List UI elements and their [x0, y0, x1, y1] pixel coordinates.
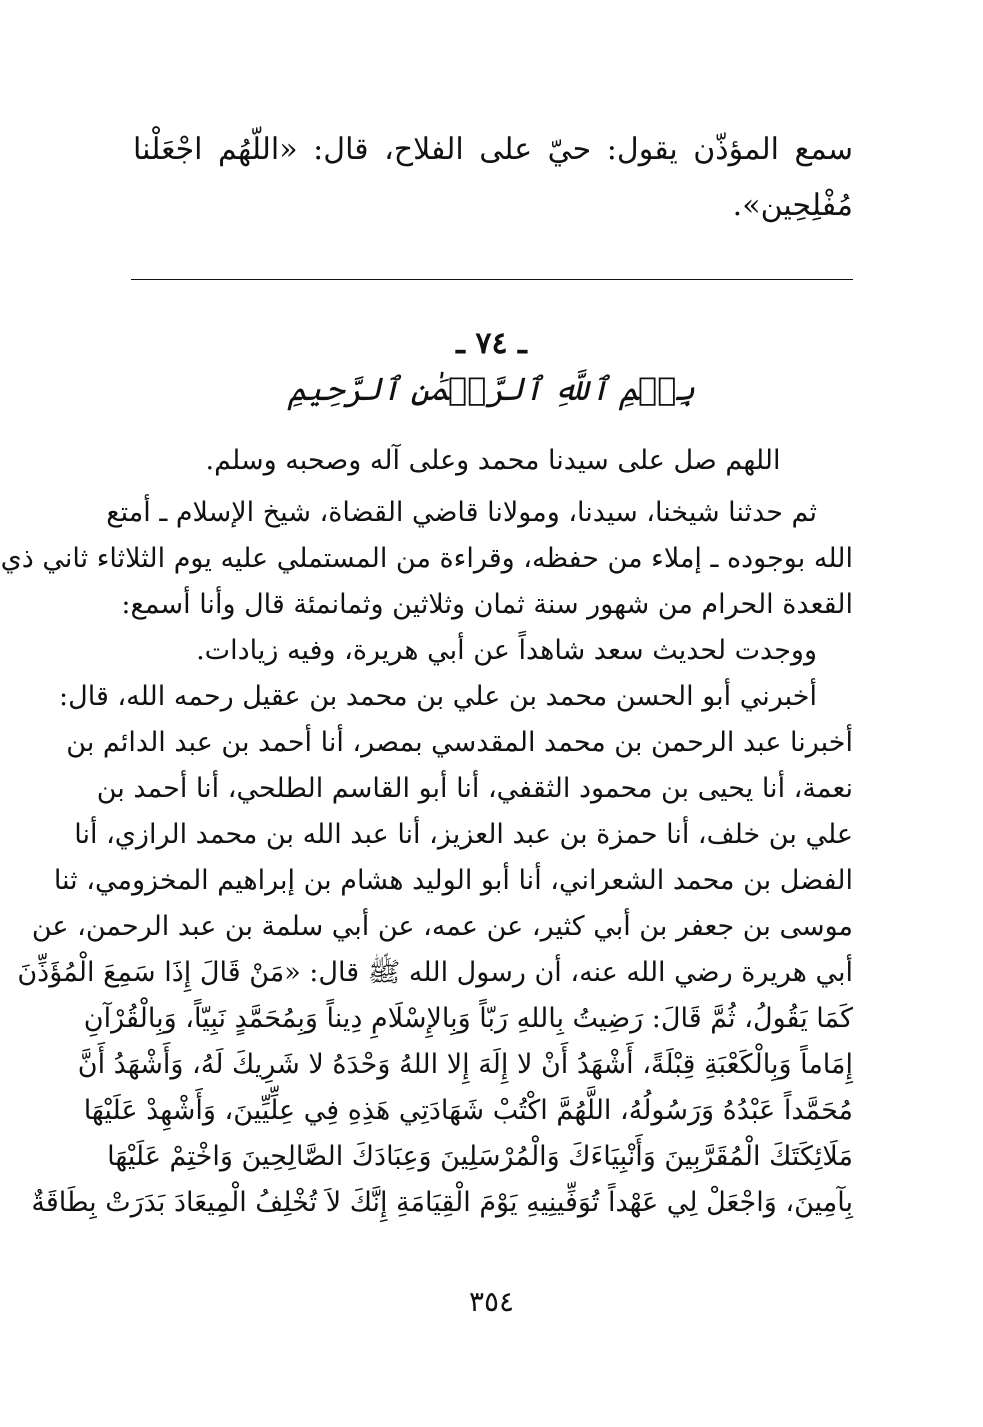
text-line: أخبرني أبو الحسن محمد بن علي بن محمد بن عقيل رحمه الله، قال: — [59, 681, 817, 712]
text-line: موسى بن جعفر بن أبي كثير، عن عمه، عن أبي سلمة بن عبد الرحمن، عن — [31, 911, 853, 942]
text-line: مُحَمَّداً عَبْدُهُ وَرَسُولُهُ، اللَّهُمَّ اكْتُبْ شَهَادَتِي هَذِهِ فِي عِلِّيِّينَ، وَأَشْهِدْ عَلَيْهَا — [83, 1095, 853, 1126]
hadith-body — [0, 438, 853, 1226]
text-line: نعمة، أنا يحيى بن محمود الثقفي، أنا أبو القاسم الطلحي، أنا أحمد بن — [96, 773, 853, 804]
hadith-number: ـ ٧٤ ـ — [456, 326, 527, 361]
text-line: مَلَائِكَتَكَ الْمُقَرَّبِينَ وَأَنْبِيَاءَكَ وَالْمُرْسَلِينَ وَعِبَادَكَ الصَّالِحِينَ وَاخْتِمْ عَلَيْهَا — [107, 1141, 853, 1172]
text-line: ووجدت لحديث سعد شاهداً عن أبي هريرة، وفيه زيادات. — [196, 635, 817, 666]
text-line: سمع المؤذّن يقول: حيّ على الفلاح، قال: «اللّهُم اجْعَلْنا — [133, 132, 853, 167]
text-line: أبي هريرة رضي الله عنه، أن رسول الله ﷺ قال: «مَنْ قَالَ إِذَا سَمِعَ الْمُؤَذِّنَ — [17, 957, 853, 988]
text-line: علي بن خلف، أنا حمزة بن عبد العزيز، أنا عبد الله بن محمد الرازي، أنا — [74, 819, 853, 850]
text-line: إِمَاماً وَبِالْكَعْبَةِ قِبْلَةً، أَشْهَدُ أَنْ لا إِلَهَ إِلا اللهُ وَحْدَهُ لا شَرِيكَ لَهُ، وَأَشْهَدُ أَنَّ — [77, 1049, 853, 1080]
text-line: كَمَا يَقُولُ، ثُمَّ قَالَ: رَضِيتُ بِاللهِ رَبّاً وَبِالإِسْلَامِ دِيناً وَبِمُحَمَّدٍ نَبِيّاً، وَبِالْقُرْآنِ — [83, 1003, 853, 1034]
section-divider — [131, 279, 853, 280]
text-line: الله بوجوده ـ إملاء من حفظه، وقراءة من المستملي عليه يوم الثلاثاء ثاني ذي — [0, 543, 853, 574]
text-line: ثم حدثنا شيخنا، سيدنا، ومولانا قاضي القضاة، شيخ الإسلام ـ أمتع — [106, 497, 817, 528]
basmala-calligraphy: بِسۡمِ ٱللَّهِ ٱلرَّحۡمَٰنِ ٱلرَّحِيمِ — [287, 370, 696, 408]
previous-hadith-ending — [133, 122, 853, 234]
text-line: أخبرنا عبد الرحمن بن محمد المقدسي بمصر، أنا أحمد بن عبد الدائم بن — [66, 727, 853, 758]
text-line: القعدة الحرام من شهور سنة ثمان وثلاثين وثمانمئة قال وأنا أسمع: — [121, 589, 853, 620]
text-line: بِآمِينَ، وَاجْعَلْ لِي عَهْداً تُوَفِّينِيهِ يَوْمَ الْقِيَامَةِ إِنَّكَ لاَ تُخْلِفُ الْمِيعَادَ بَدَرَتْ بِطَاقَةٌ — [31, 1187, 853, 1218]
text-line: مُفْلِحِين». — [732, 188, 853, 223]
text-line: الفضل بن محمد الشعراني، أنا أبو الوليد هشام بن إبراهيم المخزومي، ثنا — [53, 865, 853, 896]
page-number: ٣٥٤ — [468, 1285, 515, 1318]
salawat-line: اللهم صل على سيدنا محمد وعلى آله وصحبه وسلم. — [205, 445, 781, 476]
